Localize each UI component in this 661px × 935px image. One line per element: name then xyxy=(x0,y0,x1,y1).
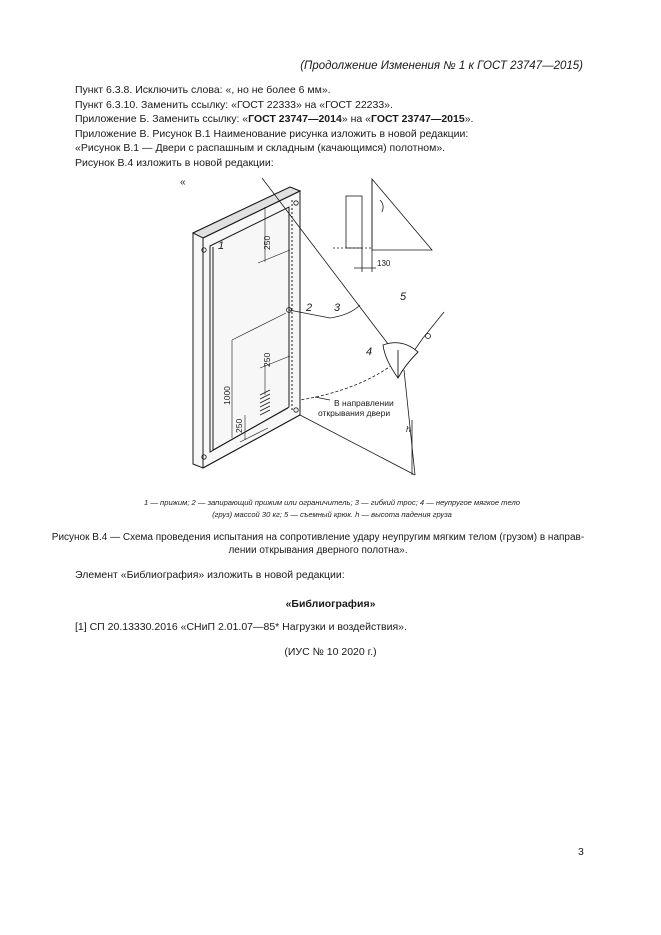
bibliography-intro: Элемент «Библиография» изложить в новой редакции: xyxy=(75,569,345,581)
line-appendix-v: Приложение В. Рисунок В.1 Наименование рисунка изложить в новой редакции: xyxy=(75,127,469,140)
gost-old-ref: ГОСТ 23747—2014 xyxy=(248,113,342,126)
ius-reference: (ИУС № 10 2020 г.) xyxy=(284,646,377,658)
page-number: 3 xyxy=(578,846,584,858)
caption-line-1: Рисунок В.4 — Схема проведения испытания на сопротивление удару неупругим мягким телом (грузом) в направ- xyxy=(51,532,585,543)
gost-new-ref: ГОСТ 23747—2015 xyxy=(371,113,465,126)
caption-line-2: лении открывания дверного полотна». xyxy=(228,545,408,557)
line-figure-v1-title: «Рисунок В.1 — Двери с распашным и складным (качающимся) полотном». xyxy=(75,142,446,155)
line-appendix-b xyxy=(75,112,473,127)
legend-line-1: 1 — прижим; 2 — запирающий прижим или ограничитель; 3 — гибкий трос; 4 — неупругое мягкое тело xyxy=(144,498,520,507)
line-appendix-b-mid: » на « xyxy=(341,113,371,126)
body-text xyxy=(75,83,473,171)
figure-caption xyxy=(48,531,588,557)
dim-130: 130 xyxy=(377,259,391,268)
figure-quote-mark: « xyxy=(180,177,186,188)
legend-line-2: (груз) массой 30 кг; 5 — съемный крюк. h — высота падения груза xyxy=(212,510,452,519)
door-frame xyxy=(193,187,300,468)
label-3: 3 xyxy=(334,302,341,314)
line-item-6-3-10: Пункт 6.3.10. Заменить ссылку: «ГОСТ 22333» на «ГОСТ 22233». xyxy=(75,98,393,111)
line-appendix-b-pre: Приложение Б. Заменить ссылку: « xyxy=(75,113,249,126)
label-5: 5 xyxy=(400,291,407,303)
figure-v4-diagram xyxy=(160,170,460,490)
line-appendix-b-post: ». xyxy=(464,113,474,126)
label-2: 2 xyxy=(306,302,313,314)
direction-arrow xyxy=(315,397,330,400)
label-1: 1 xyxy=(218,240,225,252)
dim-250-top: 250 xyxy=(262,235,272,250)
direction-label-2: открывания двери xyxy=(318,408,391,418)
line-item-6-3-8: Пункт 6.3.8. Исключить слова: «, но не более 6 мм». xyxy=(75,84,331,96)
bibliography-title: «Библиография» xyxy=(285,598,376,610)
soft-body-weight xyxy=(383,343,418,378)
label-4: 4 xyxy=(366,346,373,358)
hook-marker xyxy=(426,334,431,339)
dim-1000: 1000 xyxy=(222,386,232,405)
dim-250-mid: 250 xyxy=(262,352,272,367)
dim-250-low: 250 xyxy=(234,418,244,433)
figure-legend xyxy=(92,497,572,521)
line-figure-v4-intro: Рисунок В.4 изложить в новой редакции: xyxy=(75,156,274,169)
dim-h: h xyxy=(406,424,411,434)
page-header: (Продолжение Изменения № 1 к ГОСТ 23747—2015) xyxy=(300,60,583,72)
direction-label-1: В направлении xyxy=(334,398,394,408)
bibliography-item: [1] СП 20.13330.2016 «СНиП 2.01.07—85* Нагрузки и воздействия». xyxy=(75,621,407,633)
